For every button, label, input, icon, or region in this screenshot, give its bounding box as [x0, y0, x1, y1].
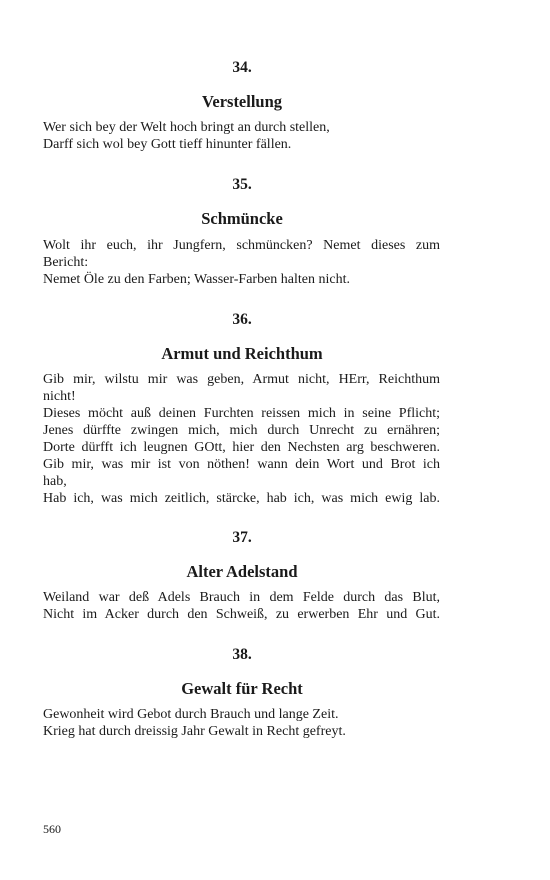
verse-line: Krieg hat durch dreissig Jahr Gewalt in Recht gefreyt. — [43, 724, 346, 739]
verse-line: Weiland war deß Adels Brauch in dem Felde durch das Blut, — [43, 590, 440, 605]
poem-number: 38. — [232, 646, 252, 663]
verse-line: hab, — [43, 474, 67, 489]
poem-number: 34. — [232, 59, 252, 76]
verse-line: nicht! — [43, 389, 76, 404]
poem-title: Armut und Reichthum — [161, 344, 323, 363]
verse-line: Gewonheit wird Gebot durch Brauch und lange Zeit. — [43, 707, 339, 722]
verse-line: Nemet Öle zu den Farben; Wasser-Farben halten nicht. — [43, 272, 351, 287]
page-number: 560 — [43, 822, 61, 836]
verse-line: Wolt ihr euch, ihr Jungfern, schmüncken? Nemet dieses zum — [43, 238, 440, 253]
poem-verse — [43, 371, 440, 507]
verse-line: Jenes dürffte zwingen mich, mich durch Unrecht zu ernähren; — [43, 423, 440, 438]
poem-verse — [43, 119, 440, 153]
poem-verse — [43, 237, 440, 288]
poem-number: 36. — [232, 311, 252, 328]
verse-line: Darff sich wol bey Gott tieff hinunter fällen. — [43, 137, 292, 152]
poem-title: Gewalt für Recht — [181, 679, 303, 698]
poem-title: Verstellung — [201, 92, 283, 111]
verse-line: Gib mir, wilstu mir was geben, Armut nicht, HErr, Reichthum — [43, 372, 440, 387]
poem-title: Alter Adelstand — [186, 562, 298, 581]
verse-line: Bericht: — [43, 255, 89, 270]
poem-number: 37. — [232, 529, 252, 546]
verse-line: Dieses möcht auß deinen Furchten reissen mich in seine Pflicht; — [43, 406, 440, 421]
verse-line: Nicht im Acker durch den Schweiß, zu erwerben Ehr und Gut. — [43, 607, 440, 622]
poem-verse — [43, 589, 440, 623]
poem-title: Schmüncke — [201, 209, 283, 228]
verse-line: Wer sich bey der Welt hoch bringt an durch stellen, — [43, 120, 330, 135]
verse-line: Gib mir, was mir ist von nöthen! wann dein Wort und Brot ich — [43, 457, 440, 472]
poem-verse — [43, 706, 440, 740]
verse-line: Hab ich, was mich zeitlich, stärcke, hab ich, was mich ewig lab. — [43, 491, 440, 506]
poem-number: 35. — [232, 176, 252, 193]
verse-line: Dorte dürfft ich leugnen GOtt, hier den Nechsten arg beschweren. — [43, 440, 440, 455]
